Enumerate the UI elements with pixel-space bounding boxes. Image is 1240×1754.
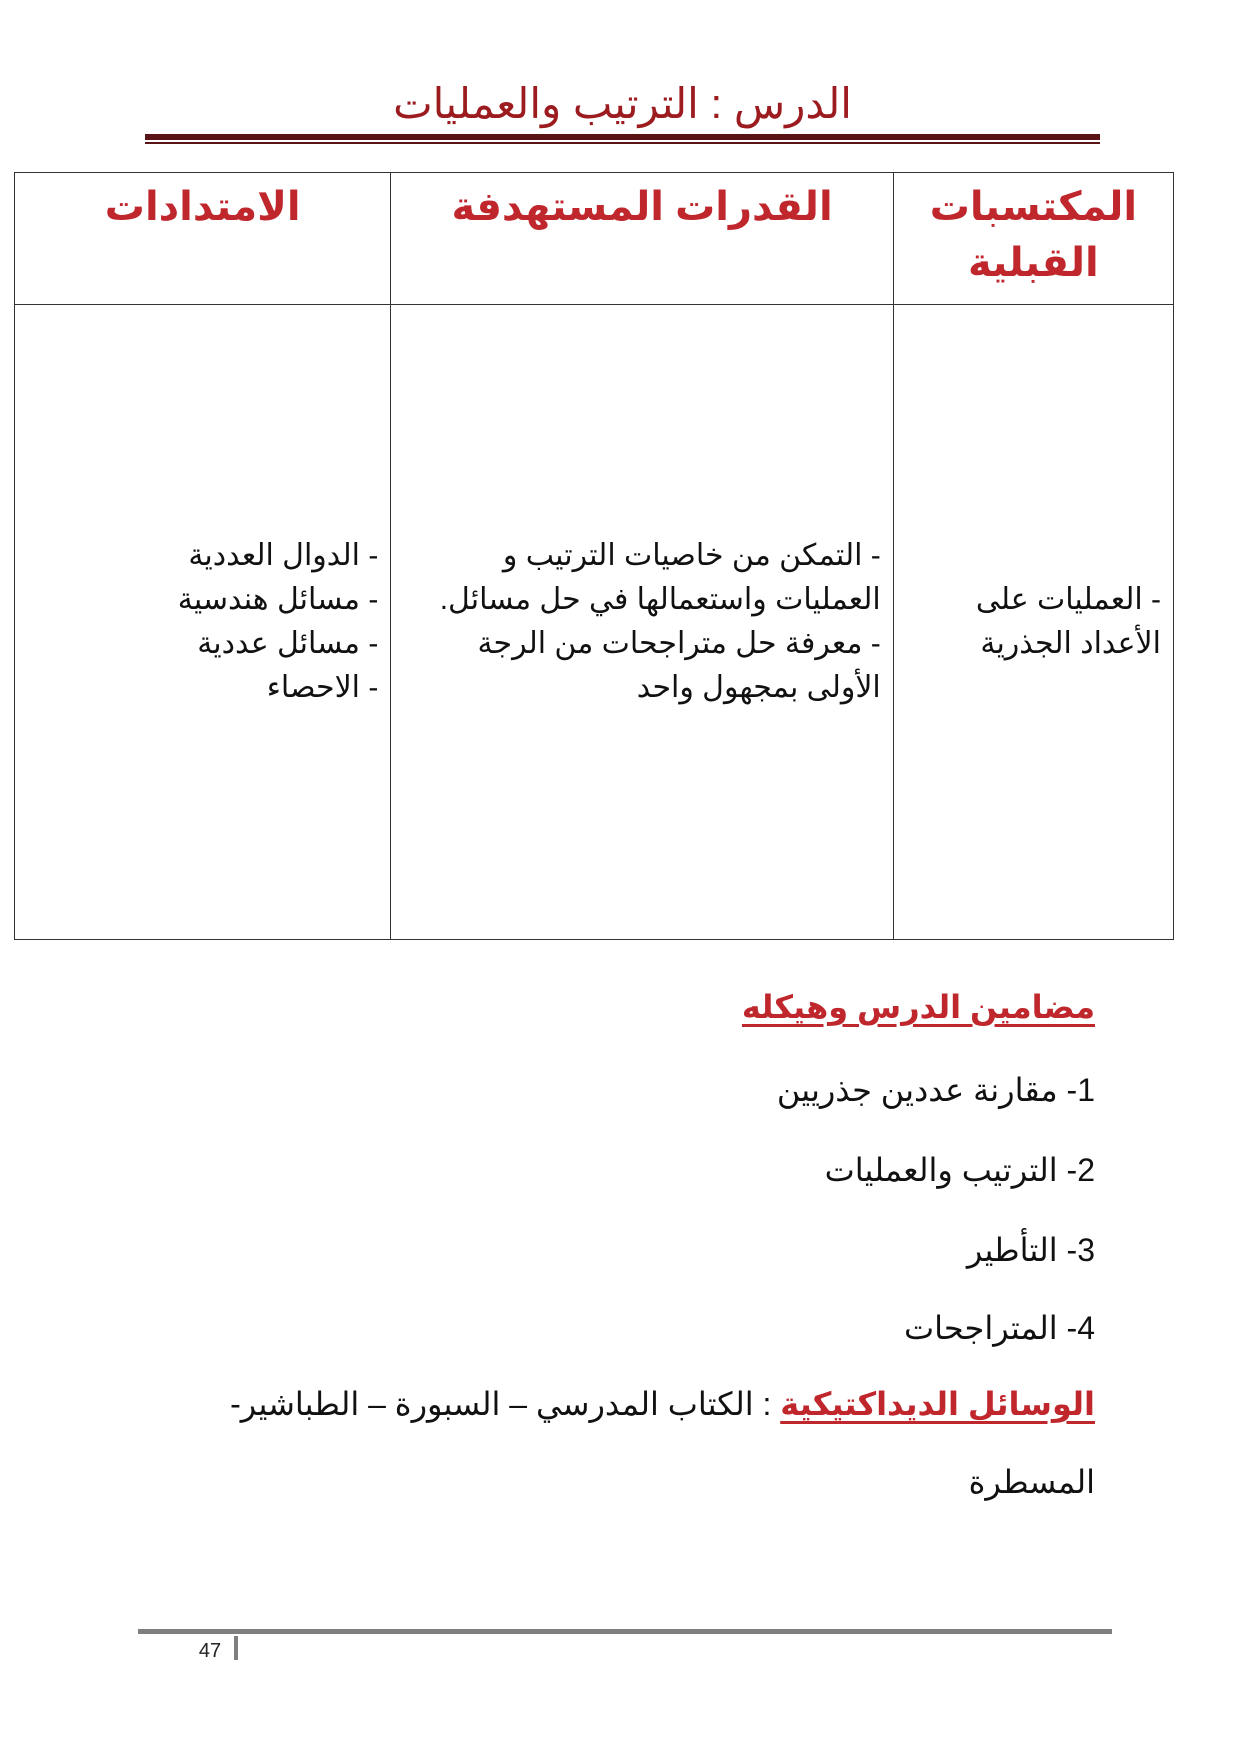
content-item: 3- التأطير xyxy=(966,1232,1095,1268)
targeted-line: - التمكن من خاصيات الترتيب و xyxy=(502,539,881,572)
table-header-row xyxy=(15,173,1174,305)
prior-line: الأعداد الجذرية xyxy=(980,627,1161,660)
extension-line: - الاحصاء xyxy=(266,671,379,704)
page-number: 47 xyxy=(198,1640,222,1662)
page-title: الدرس : الترتيب والعمليات xyxy=(393,80,852,127)
extension-line: - مسائل هندسية xyxy=(177,583,379,616)
footer-rule xyxy=(138,1629,1112,1634)
prior-knowledge-cell xyxy=(893,305,1173,940)
didactic-means-text: الكتاب المدرسي – السبورة – الطباشير- xyxy=(230,1386,754,1422)
header-targeted-skills: القدرات المستهدفة xyxy=(391,173,893,305)
competencies-table xyxy=(14,172,1174,940)
targeted-line: - معرفة حل متراجحات من الرجة xyxy=(477,627,881,660)
extensions-cell xyxy=(15,305,391,940)
targeted-line: العمليات واستعمالها في حل مسائل. xyxy=(439,583,881,616)
didactic-means-separator: : xyxy=(753,1386,781,1422)
title-rule-thin xyxy=(145,142,1100,144)
didactic-means-continuation: المسطرة xyxy=(968,1464,1095,1500)
targeted-line: الأولى بمجهول واحد xyxy=(636,671,881,704)
prior-line: - العمليات على xyxy=(975,583,1161,616)
extension-line: - الدوال العددية xyxy=(188,539,379,572)
didactic-means-label: الوسائل الديداكتيكية xyxy=(780,1386,1095,1422)
extension-line: - مسائل عددية xyxy=(197,627,379,660)
didactic-means xyxy=(230,1384,1095,1424)
table-row xyxy=(15,305,1174,940)
page-number-divider xyxy=(234,1636,238,1660)
content-item: 2- الترتيب والعمليات xyxy=(824,1152,1095,1188)
content-item: 1- مقارنة عددين جذريين xyxy=(776,1072,1095,1108)
targeted-skills-cell xyxy=(391,305,893,940)
content-item: 4- المتراجحات xyxy=(904,1310,1095,1346)
contents-heading: مضامين الدرس وهيكله xyxy=(741,989,1095,1025)
title-rule-thick xyxy=(145,134,1100,140)
header-prior-knowledge: المكتسبات القبلية xyxy=(893,173,1173,305)
header-extensions: الامتدادات xyxy=(15,173,391,305)
